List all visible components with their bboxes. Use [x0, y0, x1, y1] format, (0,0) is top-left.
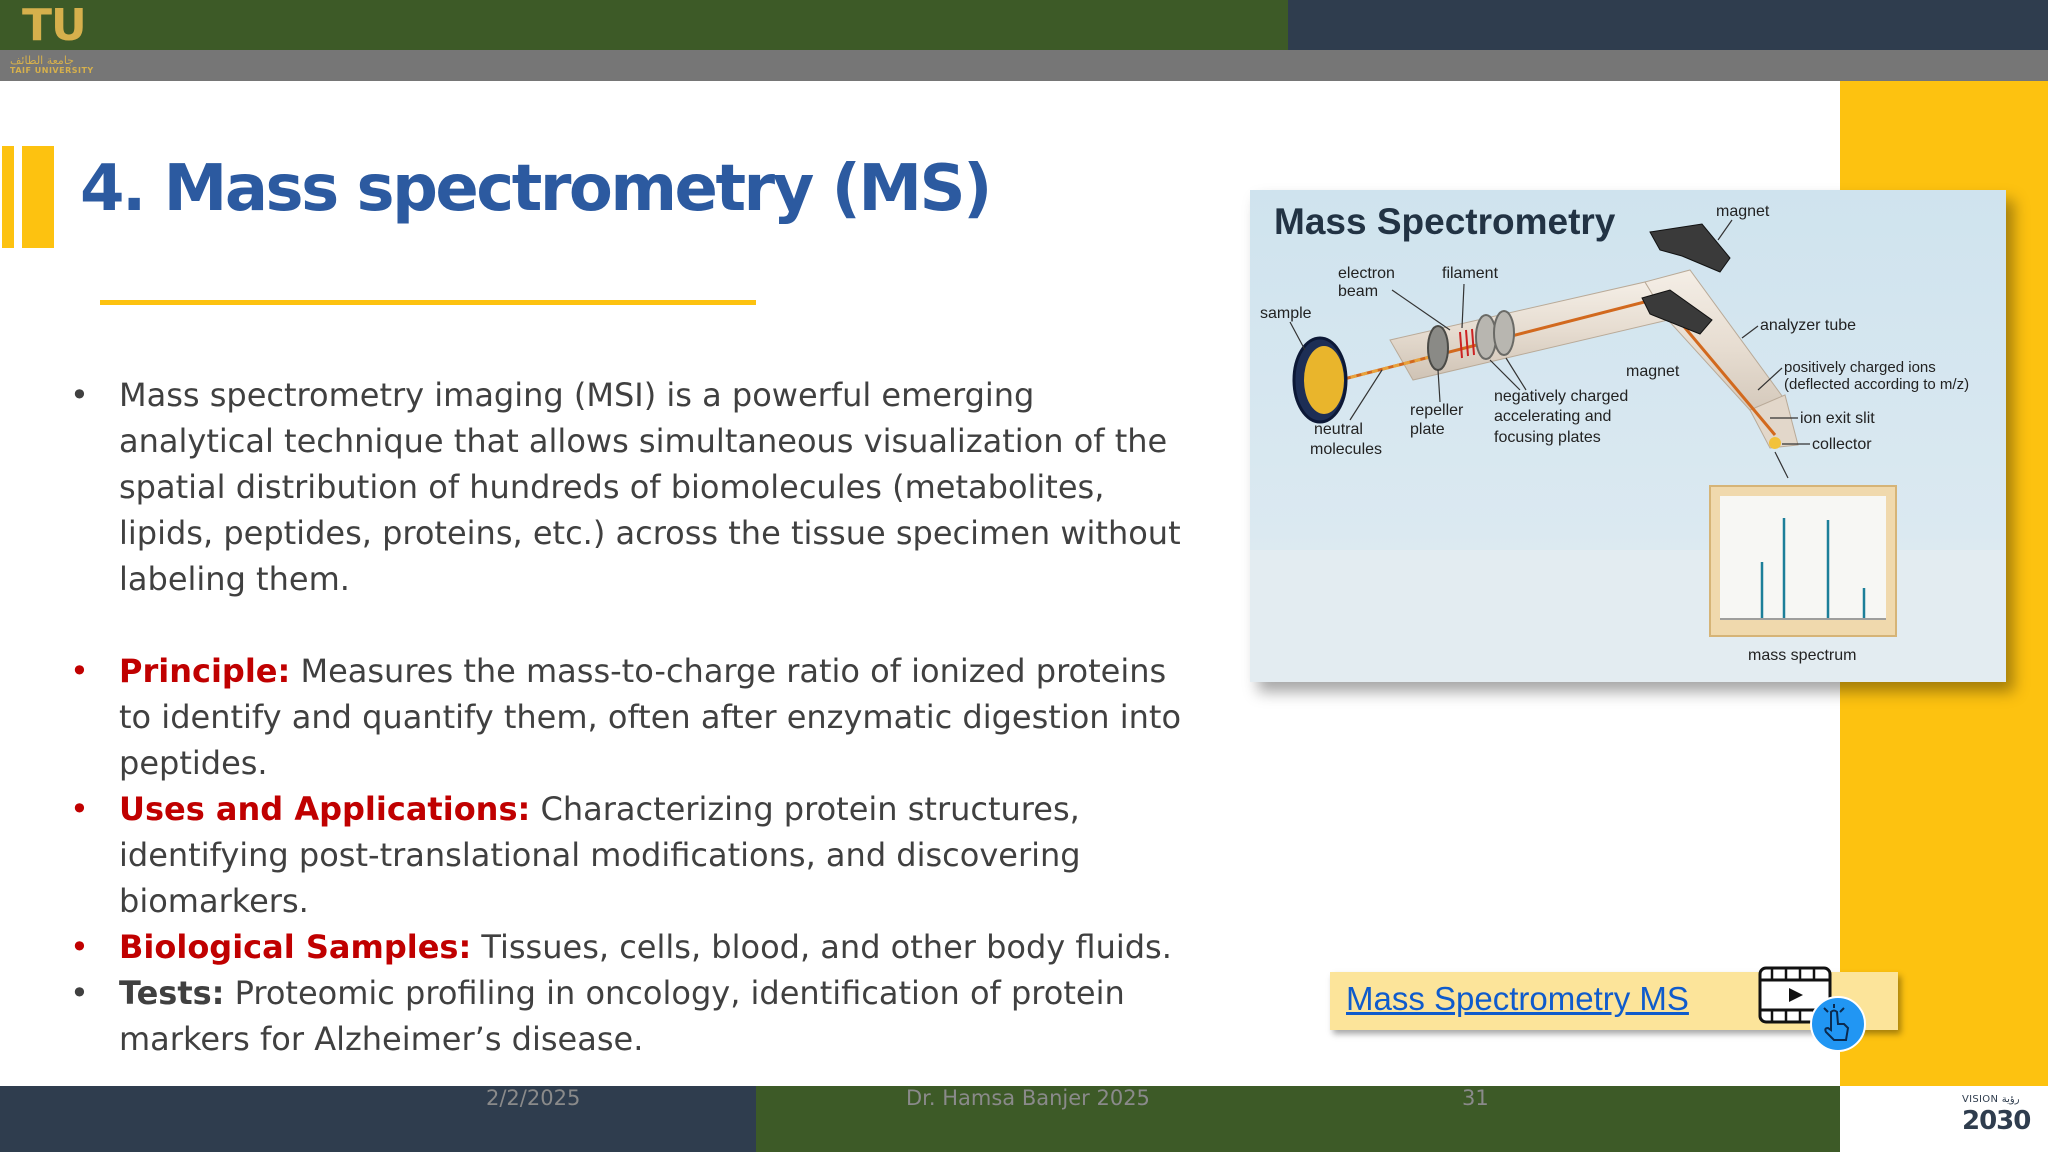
- bullet-uses: [70, 786, 1190, 924]
- video-link[interactable]: Mass Spectrometry MS: [1346, 980, 1689, 1017]
- bullet-dot: •: [70, 928, 89, 966]
- label-positive-ions-2: (deflected according to m/z): [1784, 376, 1970, 393]
- label-filament: filament: [1442, 265, 1499, 282]
- bullet-keyword: Biological Samples:: [119, 928, 472, 966]
- logo-arabic: جامعة الطائف: [10, 54, 74, 67]
- label-repeller-2: plate: [1410, 421, 1445, 438]
- bullet-principle: [70, 648, 1190, 786]
- title-underline: [100, 300, 756, 305]
- bullet-dot: •: [70, 974, 89, 1012]
- label-beam: beam: [1338, 283, 1379, 300]
- bullet-dot: •: [70, 790, 89, 828]
- bullet-text: Mass spectrometry imaging (MSI) is a powerful emerging analytical technique that allows simultaneous visualization of the spatial distribution of hundreds of biomolecules (metabolites, lipids, peptides, proteins, etc.) across the tissue specimen without labeling them.: [119, 376, 1181, 598]
- label-sample: sample: [1260, 305, 1312, 322]
- vision-year: 2030: [1962, 1106, 2031, 1136]
- sample-material: [1304, 346, 1344, 414]
- mass-spectrum-plot: [1720, 496, 1886, 620]
- footer-page-number: 31: [1462, 1086, 1489, 1110]
- bullet-msi: [70, 372, 1190, 602]
- logo-english: TAIF UNIVERSITY: [10, 66, 94, 75]
- video-play-icon[interactable]: [1758, 966, 1874, 1056]
- label-electron: electron: [1338, 265, 1395, 282]
- collector-dot: [1769, 437, 1781, 449]
- title-accent-bar-right: [22, 146, 54, 248]
- bullet-tests: [70, 970, 1190, 1062]
- diagram-title: Mass Spectrometry: [1274, 201, 1616, 242]
- label-magnet-mid: magnet: [1626, 363, 1680, 380]
- slide-content: [70, 372, 1190, 1062]
- bullet-keyword: Uses and Applications:: [119, 790, 531, 828]
- repeller-plate: [1428, 326, 1448, 370]
- taif-university-logo: [8, 0, 104, 76]
- footer-author: Dr. Hamsa Banjer 2025: [906, 1086, 1150, 1110]
- footer-bar-navy: [0, 1086, 756, 1152]
- bullet-samples: [70, 924, 1190, 970]
- label-mass-spectrum: mass spectrum: [1748, 647, 1857, 664]
- bullet-keyword: Tests:: [119, 974, 225, 1012]
- label-analyzer-tube: analyzer tube: [1760, 317, 1857, 334]
- accelerating-plate-2: [1494, 311, 1514, 355]
- bullet-dot: •: [70, 652, 89, 690]
- label-repeller-1: repeller: [1410, 402, 1464, 419]
- bullet-text: Measures the mass-to-charge ratio of ionized proteins to identify and quantify them, often after enzymatic digestion into peptides.: [119, 652, 1182, 782]
- video-link-box[interactable]: [1330, 972, 1898, 1030]
- label-neutral-2: molecules: [1310, 441, 1383, 458]
- label-collector: collector: [1812, 436, 1872, 453]
- label-negative-2: accelerating and: [1494, 408, 1612, 425]
- label-positive-ions-1: positively charged ions: [1784, 359, 1936, 376]
- bullet-text: Characterizing protein structures, identifying post-translational modifications, and discovering biomarkers.: [119, 790, 1081, 920]
- bullet-keyword: Principle:: [119, 652, 291, 690]
- bullet-dot: •: [70, 376, 89, 414]
- mass-spectrometry-diagram: [1250, 190, 2006, 682]
- bullet-text: Proteomic profiling in oncology, identification of protein markers for Alzheimer’s disease.: [119, 974, 1125, 1058]
- header-bar-green: [0, 0, 1288, 50]
- slide-title: 4. Mass spectrometry (MS): [80, 152, 990, 226]
- logo-letters: TU: [22, 0, 86, 51]
- header-bar-gray: [0, 50, 2048, 81]
- label-magnet-top: magnet: [1716, 203, 1770, 220]
- title-accent-bar-left: [2, 146, 14, 248]
- label-negative-1: negatively charged: [1494, 388, 1629, 405]
- footer-date: 2/2/2025: [486, 1086, 581, 1110]
- label-ion-exit-slit: ion exit slit: [1800, 410, 1875, 427]
- vision-label: VISION رؤية: [1962, 1094, 2020, 1105]
- vision-2030-logo: [1962, 1092, 2038, 1148]
- accelerating-plate-1: [1476, 315, 1496, 359]
- bullet-text: Tissues, cells, blood, and other body fluids.: [471, 928, 1172, 966]
- label-negative-3: focusing plates: [1494, 429, 1601, 446]
- header-bar-navy: [1288, 0, 2048, 50]
- label-neutral-1: neutral: [1314, 421, 1363, 438]
